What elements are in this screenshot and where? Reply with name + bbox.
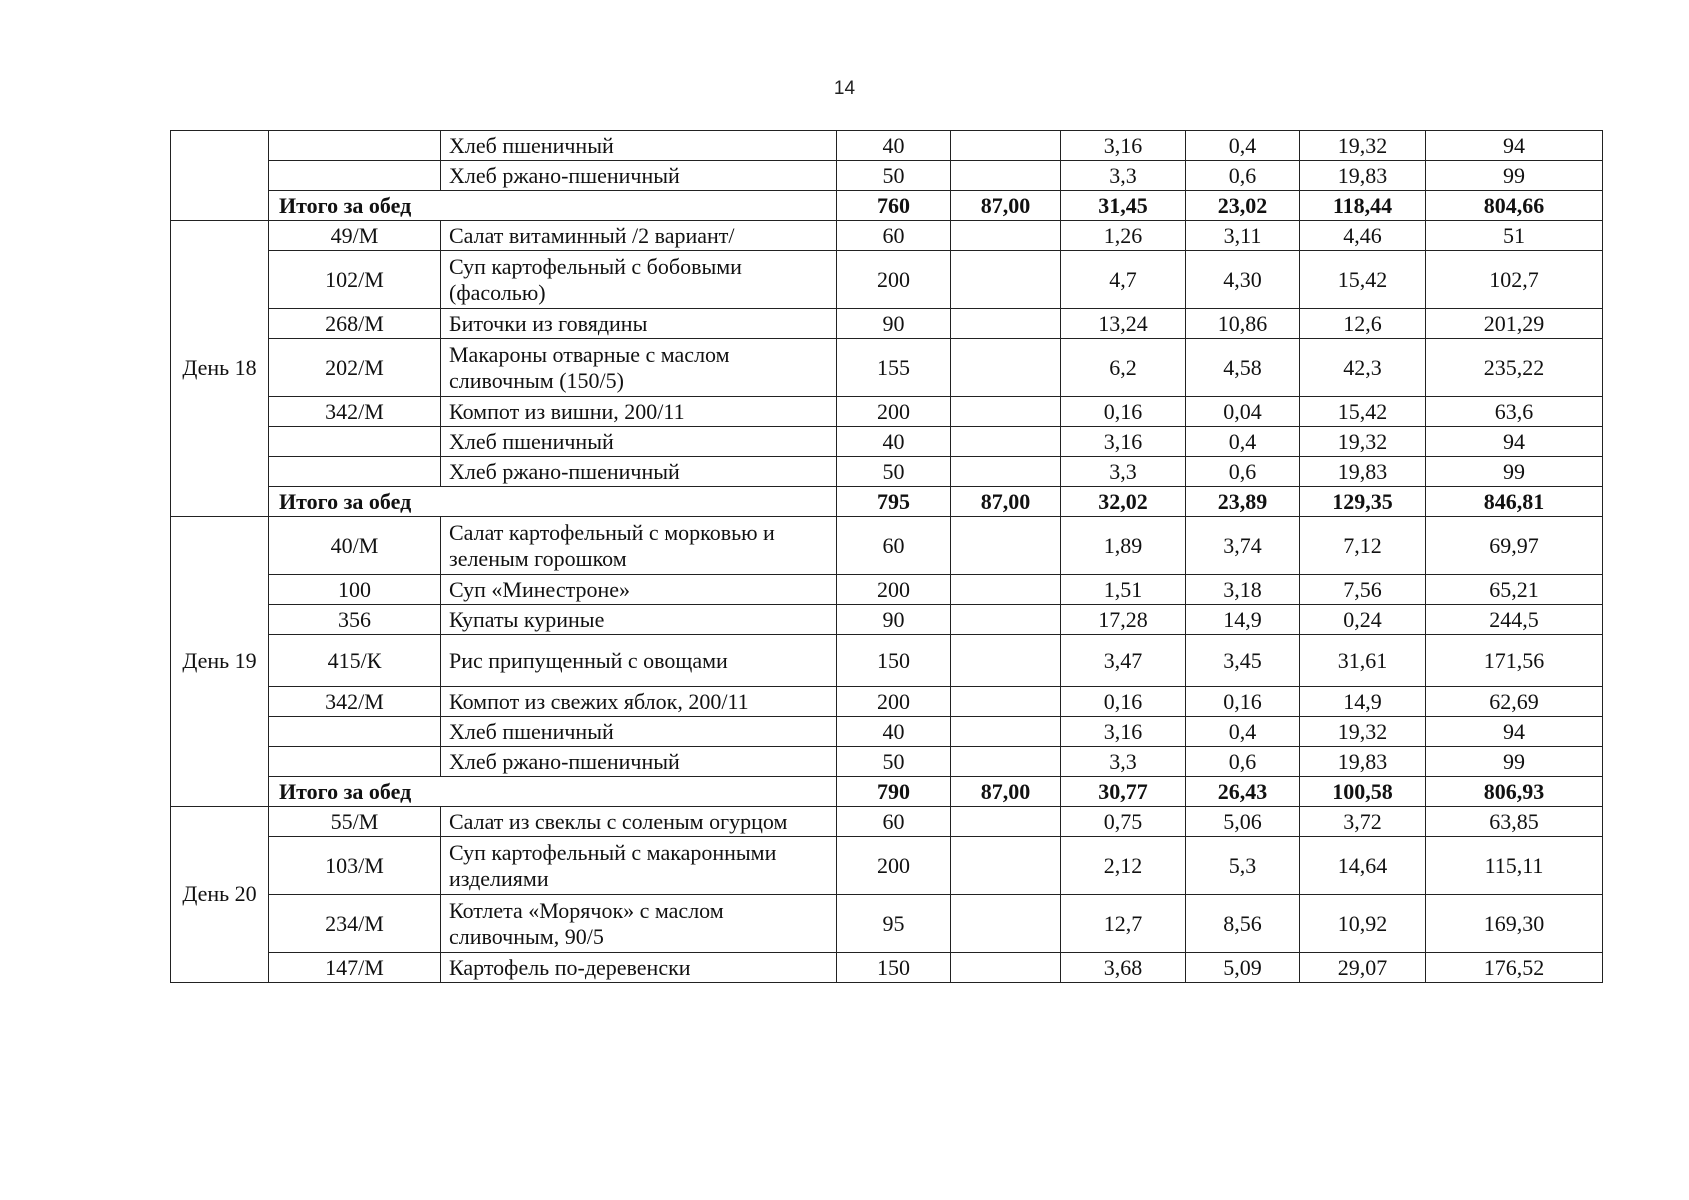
price-cell xyxy=(951,605,1061,635)
menu-table-body xyxy=(171,131,1603,983)
portion-cell: 200 xyxy=(837,687,951,717)
recipe-code-cell: 103/М xyxy=(269,837,441,895)
fats-cell: 3,18 xyxy=(1186,575,1300,605)
total-price-cell: 87,00 xyxy=(951,191,1061,221)
proteins-cell: 3,16 xyxy=(1061,427,1186,457)
dish-name-cell: Хлеб пшеничный xyxy=(441,131,837,161)
total-price-cell: 87,00 xyxy=(951,777,1061,807)
recipe-code-cell: 55/М xyxy=(269,807,441,837)
carbs-cell: 19,32 xyxy=(1300,427,1426,457)
total-fats-cell: 23,02 xyxy=(1186,191,1300,221)
total-portion-cell: 795 xyxy=(837,487,951,517)
energy-cell: 176,52 xyxy=(1426,953,1603,983)
table-row xyxy=(171,457,1603,487)
fats-cell: 5,09 xyxy=(1186,953,1300,983)
price-cell xyxy=(951,895,1061,953)
proteins-cell: 1,89 xyxy=(1061,517,1186,575)
carbs-cell: 29,07 xyxy=(1300,953,1426,983)
recipe-code-cell: 147/М xyxy=(269,953,441,983)
price-cell xyxy=(951,687,1061,717)
fats-cell: 0,6 xyxy=(1186,457,1300,487)
table-row xyxy=(171,339,1603,397)
total-energy-cell: 804,66 xyxy=(1426,191,1603,221)
table-row xyxy=(171,161,1603,191)
energy-cell: 94 xyxy=(1426,717,1603,747)
table-row xyxy=(171,895,1603,953)
energy-cell: 69,97 xyxy=(1426,517,1603,575)
table-row xyxy=(171,575,1603,605)
carbs-cell: 15,42 xyxy=(1300,251,1426,309)
dish-name-cell: Хлеб ржано-пшеничный xyxy=(441,457,837,487)
proteins-cell: 2,12 xyxy=(1061,837,1186,895)
fats-cell: 3,45 xyxy=(1186,635,1300,687)
dish-name-cell: Компот из свежих яблок, 200/11 xyxy=(441,687,837,717)
energy-cell: 169,30 xyxy=(1426,895,1603,953)
portion-cell: 200 xyxy=(837,251,951,309)
price-cell xyxy=(951,807,1061,837)
energy-cell: 115,11 xyxy=(1426,837,1603,895)
recipe-code-cell: 102/М xyxy=(269,251,441,309)
dish-name-cell: Котлета «Морячок» с маслом сливочным, 90/5 xyxy=(441,895,837,953)
table-row xyxy=(171,687,1603,717)
recipe-code-cell xyxy=(269,161,441,191)
fats-cell: 0,16 xyxy=(1186,687,1300,717)
energy-cell: 94 xyxy=(1426,131,1603,161)
energy-cell: 99 xyxy=(1426,457,1603,487)
energy-cell: 65,21 xyxy=(1426,575,1603,605)
carbs-cell: 19,32 xyxy=(1300,717,1426,747)
fats-cell: 0,4 xyxy=(1186,427,1300,457)
price-cell xyxy=(951,131,1061,161)
table-row xyxy=(171,717,1603,747)
recipe-code-cell: 356 xyxy=(269,605,441,635)
proteins-cell: 3,16 xyxy=(1061,131,1186,161)
carbs-cell: 3,72 xyxy=(1300,807,1426,837)
total-label: Итого за обед xyxy=(269,191,837,221)
dish-name-cell: Хлеб ржано-пшеничный xyxy=(441,747,837,777)
recipe-code-cell xyxy=(269,457,441,487)
proteins-cell: 1,26 xyxy=(1061,221,1186,251)
dish-name-cell: Картофель по-деревенски xyxy=(441,953,837,983)
energy-cell: 63,85 xyxy=(1426,807,1603,837)
table-row xyxy=(171,221,1603,251)
recipe-code-cell: 342/М xyxy=(269,687,441,717)
total-energy-cell: 846,81 xyxy=(1426,487,1603,517)
portion-cell: 150 xyxy=(837,635,951,687)
carbs-cell: 12,6 xyxy=(1300,309,1426,339)
carbs-cell: 42,3 xyxy=(1300,339,1426,397)
price-cell xyxy=(951,635,1061,687)
fats-cell: 14,9 xyxy=(1186,605,1300,635)
recipe-code-cell: 100 xyxy=(269,575,441,605)
proteins-cell: 0,16 xyxy=(1061,687,1186,717)
total-row xyxy=(171,777,1603,807)
total-carbs-cell: 100,58 xyxy=(1300,777,1426,807)
portion-cell: 90 xyxy=(837,309,951,339)
table-row xyxy=(171,251,1603,309)
price-cell xyxy=(951,517,1061,575)
portion-cell: 60 xyxy=(837,221,951,251)
total-row xyxy=(171,191,1603,221)
portion-cell: 50 xyxy=(837,457,951,487)
day-label: День 19 xyxy=(171,517,269,807)
total-fats-cell: 26,43 xyxy=(1186,777,1300,807)
carbs-cell: 19,83 xyxy=(1300,457,1426,487)
dish-name-cell: Салат витаминный /2 вариант/ xyxy=(441,221,837,251)
fats-cell: 8,56 xyxy=(1186,895,1300,953)
price-cell xyxy=(951,953,1061,983)
carbs-cell: 7,12 xyxy=(1300,517,1426,575)
dish-name-cell: Купаты куриные xyxy=(441,605,837,635)
carbs-cell: 19,83 xyxy=(1300,747,1426,777)
total-portion-cell: 760 xyxy=(837,191,951,221)
proteins-cell: 13,24 xyxy=(1061,309,1186,339)
portion-cell: 50 xyxy=(837,161,951,191)
fats-cell: 0,6 xyxy=(1186,747,1300,777)
recipe-code-cell xyxy=(269,717,441,747)
fats-cell: 3,11 xyxy=(1186,221,1300,251)
energy-cell: 51 xyxy=(1426,221,1603,251)
total-portion-cell: 790 xyxy=(837,777,951,807)
proteins-cell: 4,7 xyxy=(1061,251,1186,309)
fats-cell: 4,30 xyxy=(1186,251,1300,309)
carbs-cell: 19,83 xyxy=(1300,161,1426,191)
portion-cell: 200 xyxy=(837,575,951,605)
recipe-code-cell: 49/М xyxy=(269,221,441,251)
recipe-code-cell xyxy=(269,131,441,161)
dish-name-cell: Суп картофельный с бобовыми (фасолью) xyxy=(441,251,837,309)
total-carbs-cell: 118,44 xyxy=(1300,191,1426,221)
energy-cell: 62,69 xyxy=(1426,687,1603,717)
price-cell xyxy=(951,575,1061,605)
energy-cell: 235,22 xyxy=(1426,339,1603,397)
recipe-code-cell: 268/М xyxy=(269,309,441,339)
fats-cell: 0,4 xyxy=(1186,131,1300,161)
recipe-code-cell xyxy=(269,747,441,777)
energy-cell: 63,6 xyxy=(1426,397,1603,427)
dish-name-cell: Салат картофельный с морковью и зеленым горошком xyxy=(441,517,837,575)
carbs-cell: 14,9 xyxy=(1300,687,1426,717)
dish-name-cell: Рис припущенный с овощами xyxy=(441,635,837,687)
portion-cell: 60 xyxy=(837,807,951,837)
table-row xyxy=(171,807,1603,837)
carbs-cell: 10,92 xyxy=(1300,895,1426,953)
table-row xyxy=(171,605,1603,635)
table-row xyxy=(171,427,1603,457)
energy-cell: 102,7 xyxy=(1426,251,1603,309)
proteins-cell: 3,47 xyxy=(1061,635,1186,687)
portion-cell: 40 xyxy=(837,427,951,457)
dish-name-cell: Салат из свеклы с соленым огурцом xyxy=(441,807,837,837)
table-row xyxy=(171,397,1603,427)
energy-cell: 244,5 xyxy=(1426,605,1603,635)
fats-cell: 4,58 xyxy=(1186,339,1300,397)
proteins-cell: 3,16 xyxy=(1061,717,1186,747)
proteins-cell: 0,75 xyxy=(1061,807,1186,837)
total-fats-cell: 23,89 xyxy=(1186,487,1300,517)
fats-cell: 0,4 xyxy=(1186,717,1300,747)
table-row xyxy=(171,837,1603,895)
price-cell xyxy=(951,309,1061,339)
carbs-cell: 19,32 xyxy=(1300,131,1426,161)
price-cell xyxy=(951,339,1061,397)
day-label: День 20 xyxy=(171,807,269,983)
total-energy-cell: 806,93 xyxy=(1426,777,1603,807)
energy-cell: 201,29 xyxy=(1426,309,1603,339)
fats-cell: 10,86 xyxy=(1186,309,1300,339)
total-row xyxy=(171,487,1603,517)
carbs-cell: 14,64 xyxy=(1300,837,1426,895)
proteins-cell: 12,7 xyxy=(1061,895,1186,953)
portion-cell: 200 xyxy=(837,397,951,427)
portion-cell: 40 xyxy=(837,131,951,161)
portion-cell: 150 xyxy=(837,953,951,983)
total-carbs-cell: 129,35 xyxy=(1300,487,1426,517)
recipe-code-cell: 342/М xyxy=(269,397,441,427)
dish-name-cell: Хлеб пшеничный xyxy=(441,427,837,457)
total-proteins-cell: 32,02 xyxy=(1061,487,1186,517)
table-row xyxy=(171,747,1603,777)
carbs-cell: 31,61 xyxy=(1300,635,1426,687)
price-cell xyxy=(951,427,1061,457)
price-cell xyxy=(951,397,1061,427)
total-label: Итого за обед xyxy=(269,487,837,517)
day-label: День 18 xyxy=(171,221,269,517)
proteins-cell: 3,3 xyxy=(1061,747,1186,777)
menu-table xyxy=(170,130,1603,983)
carbs-cell: 0,24 xyxy=(1300,605,1426,635)
recipe-code-cell: 234/М xyxy=(269,895,441,953)
dish-name-cell: Суп «Минестроне» xyxy=(441,575,837,605)
price-cell xyxy=(951,251,1061,309)
dish-name-cell: Суп картофельный с макаронными изделиями xyxy=(441,837,837,895)
carbs-cell: 7,56 xyxy=(1300,575,1426,605)
dish-name-cell: Биточки из говядины xyxy=(441,309,837,339)
energy-cell: 94 xyxy=(1426,427,1603,457)
recipe-code-cell xyxy=(269,427,441,457)
dish-name-cell: Компот из вишни, 200/11 xyxy=(441,397,837,427)
table-row xyxy=(171,131,1603,161)
total-proteins-cell: 30,77 xyxy=(1061,777,1186,807)
recipe-code-cell: 415/К xyxy=(269,635,441,687)
portion-cell: 200 xyxy=(837,837,951,895)
portion-cell: 95 xyxy=(837,895,951,953)
dish-name-cell: Хлеб пшеничный xyxy=(441,717,837,747)
price-cell xyxy=(951,457,1061,487)
portion-cell: 50 xyxy=(837,747,951,777)
price-cell xyxy=(951,161,1061,191)
dish-name-cell: Хлеб ржано-пшеничный xyxy=(441,161,837,191)
energy-cell: 171,56 xyxy=(1426,635,1603,687)
table-row xyxy=(171,309,1603,339)
total-label: Итого за обед xyxy=(269,777,837,807)
proteins-cell: 0,16 xyxy=(1061,397,1186,427)
fats-cell: 5,06 xyxy=(1186,807,1300,837)
fats-cell: 0,04 xyxy=(1186,397,1300,427)
fats-cell: 5,3 xyxy=(1186,837,1300,895)
price-cell xyxy=(951,837,1061,895)
table-row xyxy=(171,635,1603,687)
carbs-cell: 4,46 xyxy=(1300,221,1426,251)
portion-cell: 90 xyxy=(837,605,951,635)
recipe-code-cell: 202/М xyxy=(269,339,441,397)
proteins-cell: 6,2 xyxy=(1061,339,1186,397)
total-proteins-cell: 31,45 xyxy=(1061,191,1186,221)
portion-cell: 40 xyxy=(837,717,951,747)
price-cell xyxy=(951,221,1061,251)
recipe-code-cell: 40/М xyxy=(269,517,441,575)
proteins-cell: 3,3 xyxy=(1061,457,1186,487)
total-price-cell: 87,00 xyxy=(951,487,1061,517)
page-number: 14 xyxy=(833,78,856,99)
portion-cell: 155 xyxy=(837,339,951,397)
proteins-cell: 1,51 xyxy=(1061,575,1186,605)
day-label xyxy=(171,131,269,221)
table-row xyxy=(171,953,1603,983)
portion-cell: 60 xyxy=(837,517,951,575)
energy-cell: 99 xyxy=(1426,161,1603,191)
proteins-cell: 3,3 xyxy=(1061,161,1186,191)
proteins-cell: 17,28 xyxy=(1061,605,1186,635)
proteins-cell: 3,68 xyxy=(1061,953,1186,983)
table-row xyxy=(171,517,1603,575)
energy-cell: 99 xyxy=(1426,747,1603,777)
fats-cell: 0,6 xyxy=(1186,161,1300,191)
dish-name-cell: Макароны отварные с маслом сливочным (150/5) xyxy=(441,339,837,397)
price-cell xyxy=(951,747,1061,777)
price-cell xyxy=(951,717,1061,747)
carbs-cell: 15,42 xyxy=(1300,397,1426,427)
fats-cell: 3,74 xyxy=(1186,517,1300,575)
